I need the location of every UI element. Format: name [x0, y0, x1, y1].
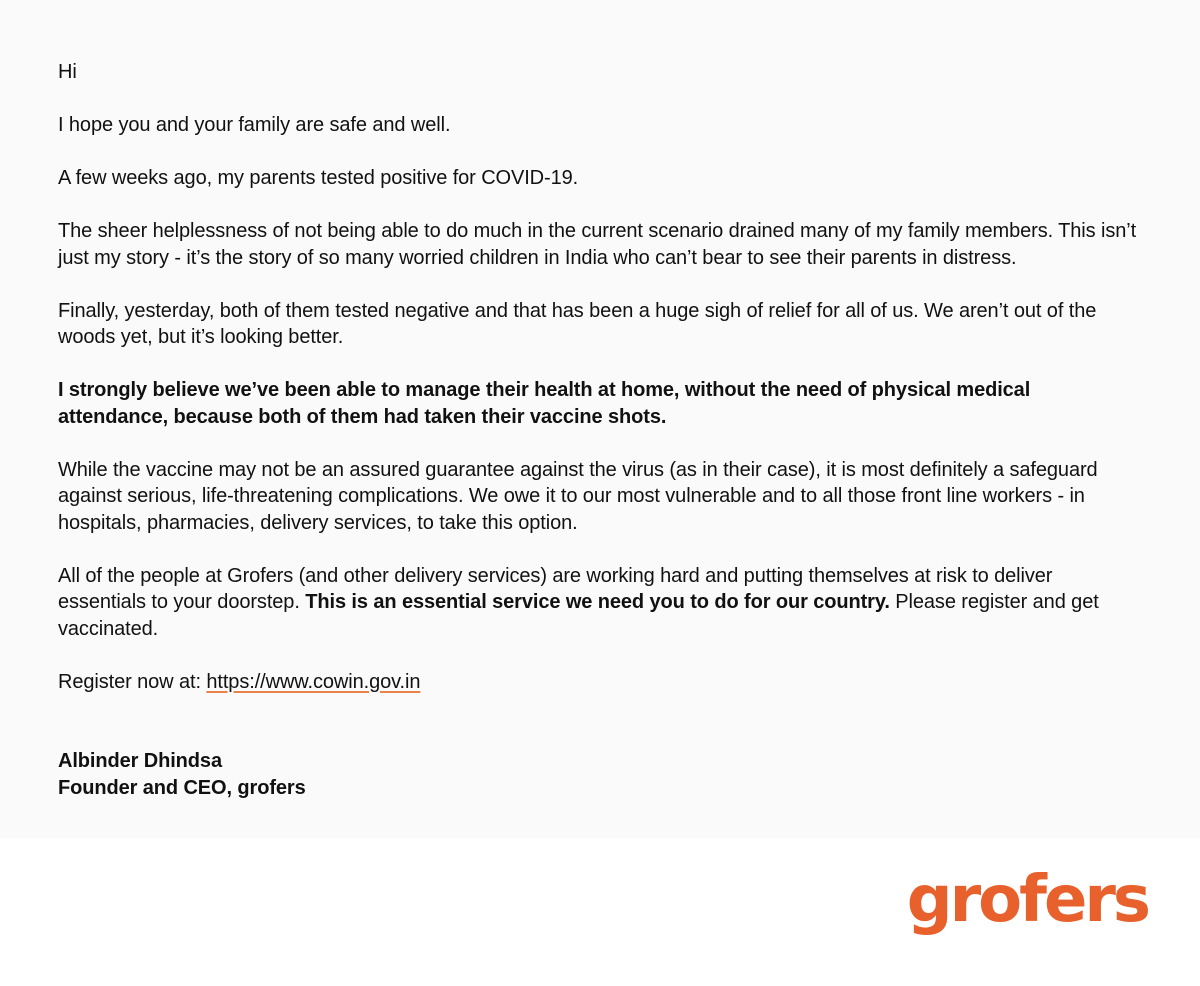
grofers-logo: grofers: [906, 863, 1148, 937]
delivery-text-start: All of the people at Grofers (and other delivery services) are working hard and putting themselves at risk to deliver essentials to your doorstep.: [58, 564, 1053, 613]
register-label: Register now at:: [58, 670, 207, 693]
paragraph-register: [58, 669, 1142, 696]
paragraph-wellbeing: I hope you and your family are safe and well.: [58, 114, 451, 136]
paragraph-delivery-workers: [58, 563, 1142, 643]
signature-block: [58, 748, 1142, 801]
paragraph-helplessness: The sheer helplessness of not being able to do much in the current scenario drained many of my family members. This isn’t just my story - it’s the story of so many worried children in India who can’t bear to see their parents in distress.: [58, 220, 1137, 269]
cowin-link[interactable]: https://www.cowin.gov.in: [206, 670, 421, 693]
signature-title: Founder and CEO, grofers: [58, 776, 306, 799]
delivery-text-end: Please register and get vaccinated.: [58, 591, 1099, 640]
paragraph-vaccine-safeguard: While the vaccine may not be an assured guarantee against the virus (as in their case), it is most definitely a safeguard against serious, life-threatening complications. We owe it to our most vulnerable and to all those front line workers - in hospitals, pharmacies, delivery services, to take this option.: [58, 458, 1098, 534]
paragraph-vaccine-belief: I strongly believe we’ve been able to manage their health at home, without the need of physical medical attendance, because both of them had taken their vaccine shots.: [58, 379, 1031, 428]
essential-service-emphasis: This is an essential service we need you to do for our country.: [305, 591, 890, 613]
paragraph-covid-positive: A few weeks ago, my parents tested positive for COVID-19.: [58, 167, 579, 189]
signature-name: Albinder Dhindsa: [58, 750, 222, 772]
paragraph-tested-negative: Finally, yesterday, both of them tested negative and that has been a huge sigh of relief for all of us. We aren’t out of the woods yet, but it’s looking better.: [58, 299, 1097, 348]
greeting: Hi: [58, 61, 77, 83]
